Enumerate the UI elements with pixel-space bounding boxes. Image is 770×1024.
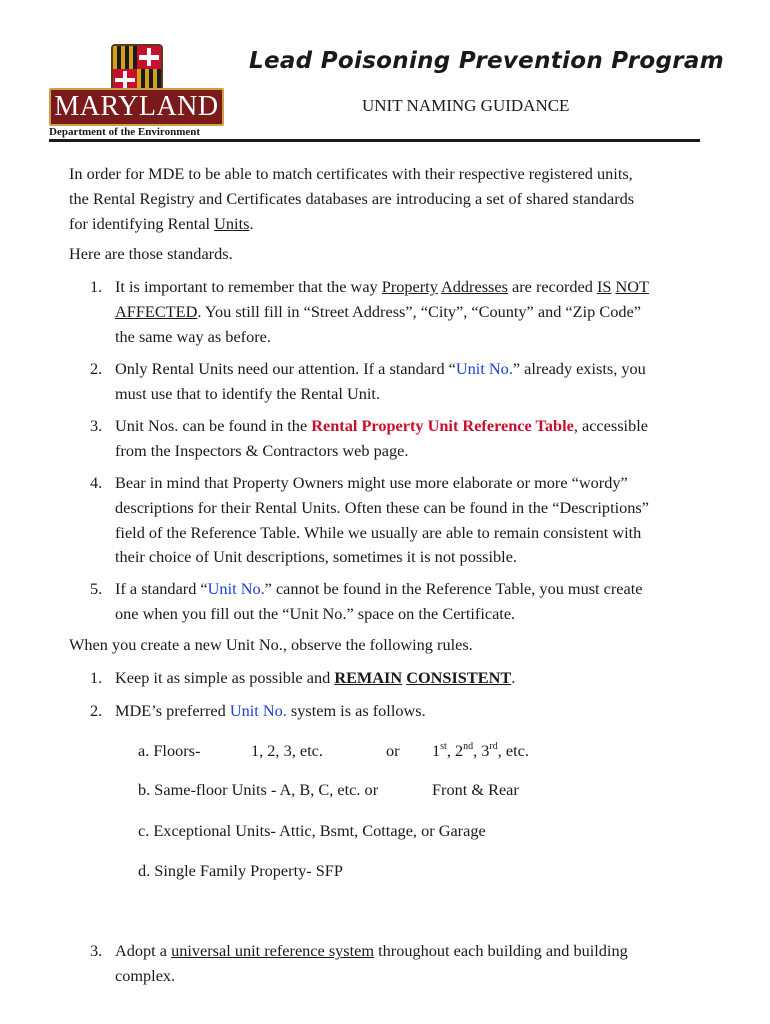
standard-3: 3. Unit Nos. can be found in the Rental Property Unit Reference Table, accessible — [90, 416, 648, 435]
intro-line-3: for identifying Rental Units. — [69, 214, 254, 233]
page-subtitle: UNIT NAMING GUIDANCE — [362, 96, 570, 115]
system-single-family: d. Single Family Property- SFP — [138, 861, 343, 880]
rules-lead: When you create a new Unit No., observe the following rules. — [69, 635, 473, 654]
standard-5: 5. If a standard “Unit No.” cannot be found in the Reference Table, you must create — [90, 579, 643, 598]
standard-1-line-2: AFFECTED. You still fill in “Street Address”, “City”, “County” and “Zip Code” — [115, 302, 641, 321]
intro-line-2: the Rental Registry and Certificates databases are introducing a set of shared standards — [69, 189, 635, 208]
mde-logo — [49, 44, 222, 142]
standards-lead: Here are those standards. — [69, 244, 233, 263]
system-exceptional: c. Exceptional Units- Attic, Bsmt, Cottage, or Garage — [138, 821, 486, 840]
standard-4-line-4: their choice of Unit descriptions, sometimes it is not possible. — [115, 547, 517, 566]
reference-table-link[interactable]: Rental Property Unit Reference Table — [311, 416, 574, 435]
rule-2: 2. MDE’s preferred Unit No. system is as follows. — [90, 701, 426, 720]
standard-2-line-2: must use that to identify the Rental Unit. — [115, 384, 380, 403]
standard-5-line-2: one when you fill out the “Unit No.” space on the Certificate. — [115, 604, 516, 623]
department-name: Department of the Environment — [49, 126, 201, 138]
standard-4-line-2: descriptions for their Rental Units. Often these can be found in the “Descriptions” — [115, 498, 649, 517]
standard-4: 4. Bear in mind that Property Owners might use more elaborate or more “wordy” — [90, 473, 628, 492]
standard-4-line-3: field of the Reference Table. While we usually are able to remain consistent with — [115, 523, 642, 542]
system-floors-label: a. Floors- — [138, 741, 201, 760]
standard-1: 1. It is important to remember that the way Property Addresses are recorded IS NOT — [90, 277, 649, 296]
rule-3: 3. Adopt a universal unit reference system throughout each building and building — [90, 941, 628, 960]
rule-1: 1. Keep it as simple as possible and REMAIN CONSISTENT. — [90, 668, 516, 687]
system-same-floor-alt: Front & Rear — [432, 780, 519, 799]
system-floors-values: 1, 2, 3, etc. — [251, 741, 323, 760]
header-divider — [49, 139, 700, 142]
standard-3-line-2: from the Inspectors & Contractors web page. — [115, 441, 409, 460]
rule-3-line-2: complex. — [115, 966, 176, 985]
system-floors-alt: 1st, 2nd, 3rd, etc. — [432, 741, 529, 760]
intro-line-1: In order for MDE to be able to match certificates with their respective registered units, — [69, 164, 633, 183]
maryland-flag-icon — [111, 44, 163, 93]
system-floors-or: or — [386, 741, 400, 760]
system-same-floor-label: b. Same-floor Units - A, B, C, etc. or — [138, 780, 379, 799]
logo-banner: MARYLAND — [49, 88, 224, 126]
page-title: Lead Poisoning Prevention Program — [249, 48, 724, 74]
standard-2: 2. Only Rental Units need our attention. If a standard “Unit No.” already exists, you — [90, 359, 646, 378]
standard-1-line-3: the same way as before. — [115, 327, 271, 346]
